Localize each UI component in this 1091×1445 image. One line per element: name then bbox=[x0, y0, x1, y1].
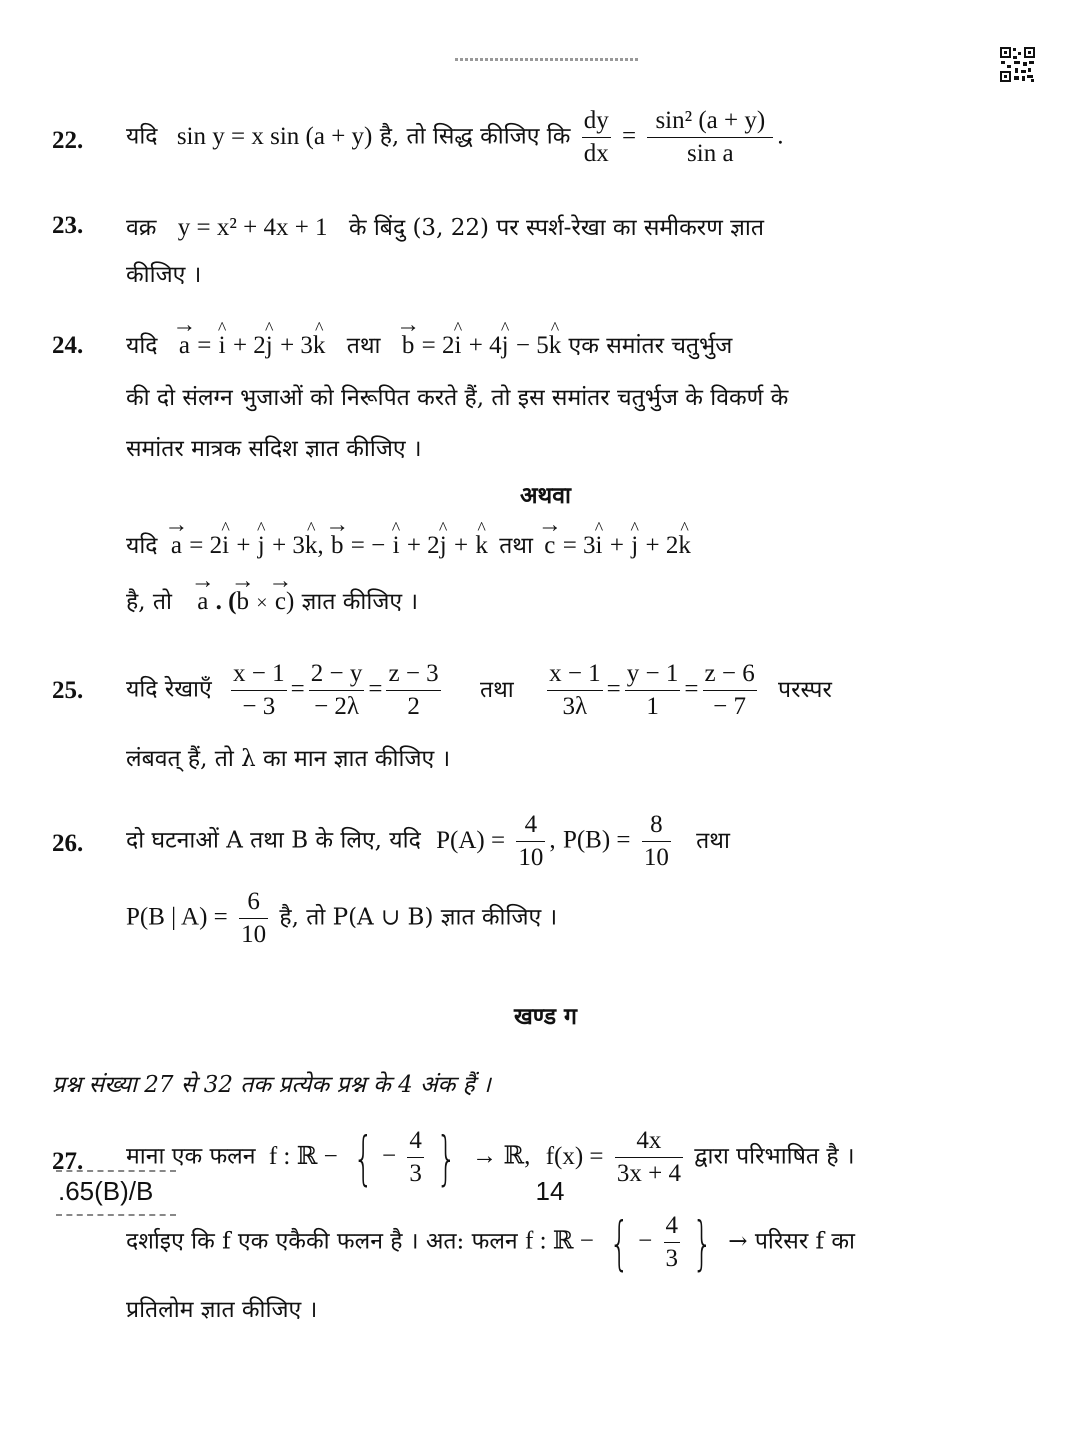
q22-rhs: $\frac{\text{sin² (a + y)}}{\text{sin a}}$ bbox=[647, 105, 773, 170]
vector-b: → b bbox=[402, 318, 415, 360]
q27-line-2: दर्शाइए कि f एक एकैकी फलन है । अत: फलन f : ℝ − { − $\frac{4}{3}$ } → परिसर f का bbox=[126, 1208, 855, 1277]
q23-equation: y = x² + 4x + 1 bbox=[177, 214, 328, 241]
question-number-27: 27. bbox=[52, 1148, 84, 1175]
section-heading: खण्ड ग bbox=[513, 1003, 577, 1030]
or-heading: अथवा bbox=[519, 482, 571, 509]
q25-text-2: परस्पर bbox=[778, 676, 832, 703]
q25-line-2: लंबवत् हैं, तो λ का मान ज्ञात कीजिए । bbox=[126, 746, 451, 772]
question-number-22: 22. bbox=[52, 127, 84, 154]
q23-line-2: कीजिए । bbox=[126, 262, 202, 288]
q27-text-4: → परिसर f का bbox=[728, 1228, 855, 1255]
unit-i: ^ i bbox=[219, 318, 226, 360]
q27-text-2: द्वारा परिभाषित है । bbox=[694, 1143, 855, 1170]
question-number-23: 23. bbox=[52, 212, 84, 239]
page-number: 14 bbox=[535, 1176, 565, 1206]
q24-alt-text: यदि bbox=[126, 533, 158, 559]
q26-text-2: है, तो P(A ∪ B) ज्ञात कीजिए । bbox=[279, 904, 558, 931]
q22-equation: sin y = x sin (a + y) bbox=[176, 122, 373, 150]
q27-line-3: प्रतिलोम ज्ञात कीजिए । bbox=[126, 1297, 318, 1323]
section-instruction: प्रश्न संख्या 27 से 32 तक प्रत्येक प्रश्न के 4 अंक हैं । bbox=[52, 1072, 491, 1098]
question-number-26: 26. bbox=[52, 830, 84, 857]
question-number-25: 25. bbox=[52, 677, 84, 704]
q23-text: वक्र bbox=[126, 215, 157, 241]
unit-k: ^ k bbox=[313, 318, 326, 360]
alt-vector-b: → b bbox=[331, 518, 344, 560]
q22-text: यदि bbox=[126, 123, 158, 150]
q26-line-2: P(B | A) = $\frac{6}{10}$ है, तो P(A ∪ B) ज्ञात कीजिए । bbox=[126, 888, 558, 948]
alt-vector-a: → a bbox=[171, 518, 182, 560]
alt-vector-c: → c bbox=[544, 518, 555, 560]
q24-alt-text-2: है, तो bbox=[126, 589, 172, 615]
q24-alternative: यदि → a = 2^ i + ^ j + 3^ k, → b = − ^ i + 2^ j + ^ k तथा → c = 3^ i + ^ j + 2^ k bbox=[126, 518, 691, 560]
q24-and: तथा bbox=[346, 333, 381, 359]
question-23 bbox=[126, 210, 764, 242]
question-number-24: 24. bbox=[52, 332, 84, 359]
qr-code-icon bbox=[999, 46, 1036, 83]
q24-alt-text-3: ज्ञात कीजिए । bbox=[301, 589, 419, 615]
q24-text: यदि bbox=[126, 333, 158, 359]
q27-text: माना एक फलन bbox=[126, 1143, 256, 1170]
q23-text-2: के बिंदु (3, 22) पर स्पर्श-रेखा का समीकरण ज्ञात bbox=[348, 215, 764, 241]
q22-equals: = bbox=[622, 122, 637, 150]
q27-text-3: दर्शाइए कि f एक एकैकी फलन है । अत: फलन bbox=[126, 1228, 518, 1255]
q25-text: यदि रेखाएँ bbox=[126, 676, 212, 703]
q24-alternative-line-2: है, तो → a . (→ b × → c) ज्ञात कीजिए । bbox=[126, 574, 418, 616]
question-25: यदि रेखाएँ $\frac{x - 1}{- 3}$ = $\frac{2 - y}{- 2\lambda}$ = $\frac{z - 3}{2}$ तथा $\frac{x - 1}{3\lambda}$ = $\frac{y - 1}{1}$ = $\frac{z - 6}{- 7}$ परस्पर bbox=[126, 660, 832, 720]
q26-text: दो घटनाओं A तथा B के लिए, यदि bbox=[126, 827, 421, 854]
question-22: यदि sin y = x sin (a + y) है, तो सिद्ध कीजिए कि $\frac{dy}{dx}$ = $\frac{\text{sin² (a + y)}}{\text{sin a}}$ . bbox=[126, 105, 783, 170]
question-27: माना एक फलन f : ℝ − { − $\frac{4}{3}$ } → ℝ, f(x) = $\frac{4x}{3x + 4}$ द्वारा परिभाषित है । bbox=[126, 1123, 855, 1192]
q24-line-2: की दो संलग्न भुजाओं को निरूपित करते हैं, तो इस समांतर चतुर्भुज के विकर्ण के bbox=[126, 385, 789, 411]
q24-text-2: एक समांतर चतुर्भुज bbox=[568, 333, 733, 359]
q24-alt-and: तथा bbox=[499, 533, 533, 559]
unit-j: ^ j bbox=[266, 318, 273, 360]
q24-line-3: समांतर मात्रक सदिश ज्ञात कीजिए । bbox=[126, 436, 422, 462]
q22-text-2: है, तो सिद्ध कीजिए कि bbox=[379, 123, 571, 150]
q25-and: तथा bbox=[479, 676, 514, 703]
header-barcode-strip bbox=[455, 58, 640, 61]
question-26: दो घटनाओं A तथा B के लिए, यदि P(A) = $\frac{4}{10}$ , P(B) = $\frac{8}{10}$ तथा bbox=[126, 811, 730, 871]
paper-code: .65(B)/B bbox=[58, 1176, 154, 1206]
question-24: यदि → a = ^ i + 2^ j + 3^ k तथा → b = 2^ i + 4^ j − 5^ k एक समांतर चतुर्भुज bbox=[126, 318, 732, 360]
q22-derivative: $\frac{dy}{dx}$ bbox=[583, 107, 609, 167]
q26-and: तथा bbox=[696, 827, 730, 854]
vector-a: → a bbox=[179, 318, 190, 360]
